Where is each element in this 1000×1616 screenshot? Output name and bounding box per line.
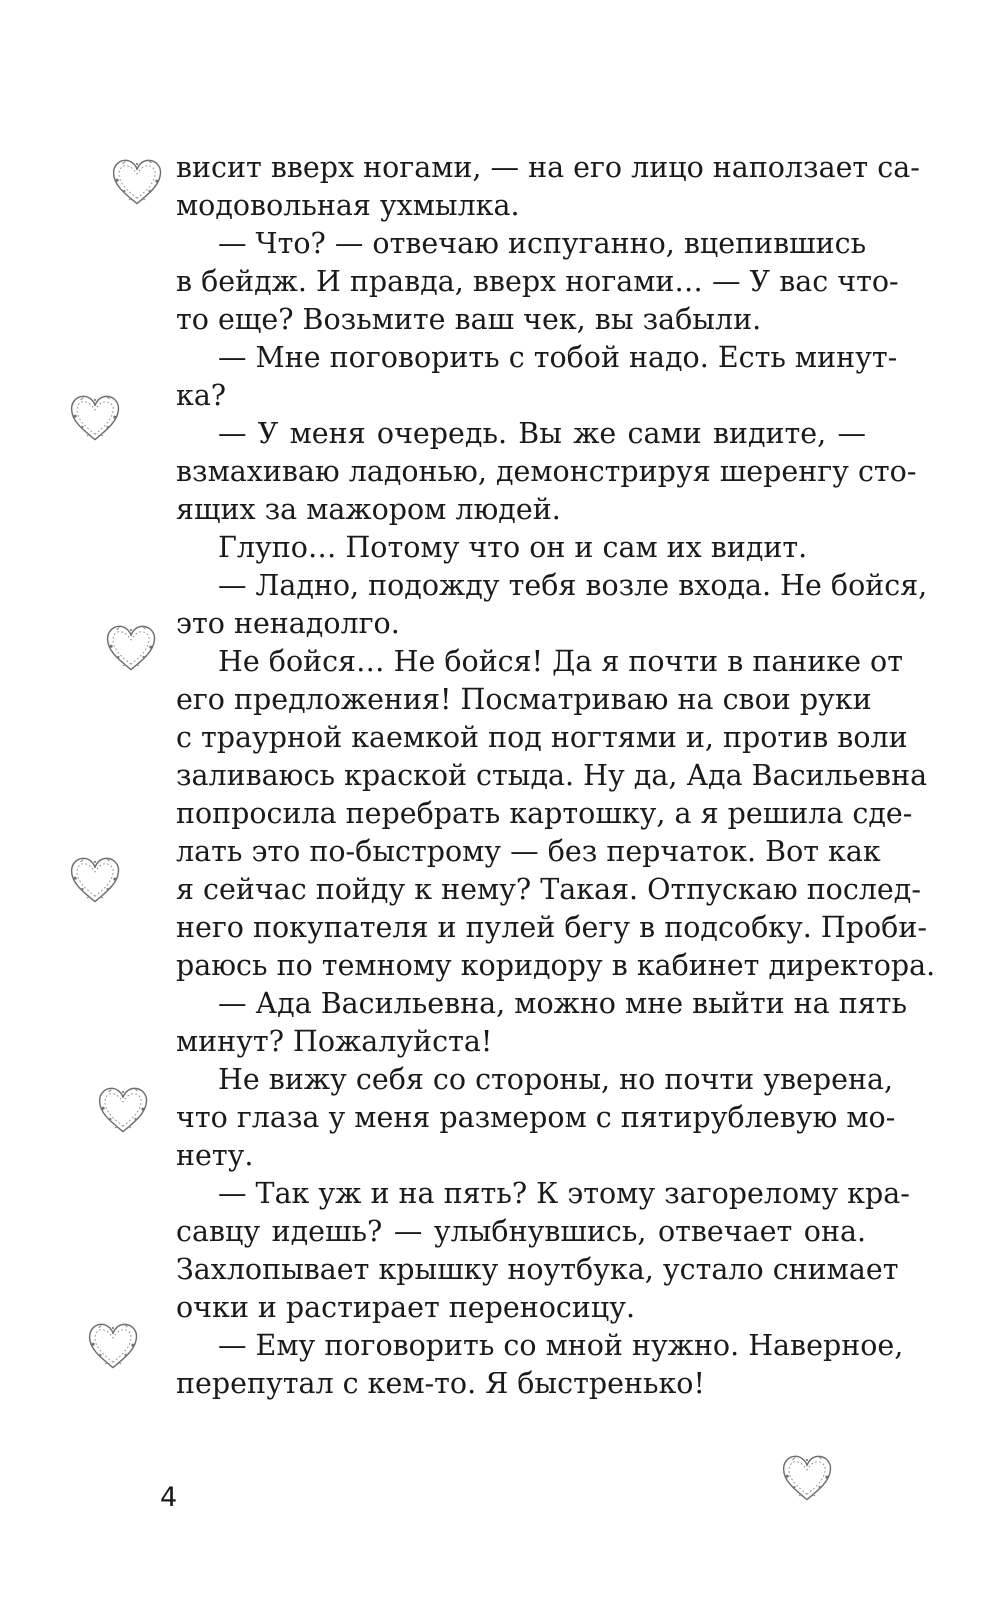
text-line: я сейчас пойду к нему? Такая. Отпускаю послед- [176,873,921,906]
text-line: лать это по-быстрому — без перчаток. Вот как [176,835,881,868]
text-line: Захлопывает крышку ноутбука, устало снимает [176,1253,899,1286]
text-line: перепутал с кем-то. Я быстренько! [176,1367,705,1400]
text-line: Не бойся… Не бойся! Да я почти в панике от [218,645,903,678]
text-line: Глупо… Потому что он и сам их видит. [218,531,808,564]
heart-ornament-icon [780,1452,834,1504]
text-line: с траурной каемкой под ногтями и, против воли [176,721,908,754]
text-line: — Ада Васильевна, можно мне выйти на пять [218,987,907,1020]
text-line: Не вижу себя со стороны, но почти уверена, [218,1063,894,1096]
page-number: 4 [160,1482,178,1513]
text-line: это ненадолго. [176,607,400,640]
text-line: — Мне поговорить с тобой надо. Есть минут- [218,341,898,374]
text-line: него покупателя и пулей бегу в подсобку. Проби- [176,911,927,944]
text-line: нету. [176,1139,254,1172]
heart-ornament-icon [96,1084,150,1136]
heart-ornament-icon [68,854,122,906]
text-line: ящих за мажором людей. [176,493,561,526]
text-line: взмахиваю ладонью, демонстрируя шеренгу сто- [176,455,917,488]
text-line: — Что? — отвечаю испуганно, вцепившись [218,227,867,260]
heart-ornament-icon [68,392,122,444]
text-line: очки и растирает переносицу. [176,1291,636,1324]
text-line: минут? Пожалуйста! [176,1025,493,1058]
text-line: — У меня очередь. Вы же сами видите, — [218,417,866,450]
text-line: савцу идешь? — улыбнувшись, отвечает она. [176,1215,866,1248]
text-line: то еще? Возьмите ваш чек, вы забыли. [176,303,762,336]
text-line: — Ладно, подожду тебя возле входа. Не бойся, [218,569,928,602]
text-line: модовольная ухмылка. [176,189,520,222]
text-line: висит вверх ногами, — на его лицо наползает са- [176,151,920,184]
text-line: ка? [176,379,227,412]
text-line: его предложения! Посматриваю на свои руки [176,683,872,716]
heart-ornament-icon [104,622,158,674]
text-line: раюсь по темному коридору в кабинет директора. [176,949,936,982]
text-line: заливаюсь краской стыда. Ну да, Ада Васильевна [176,759,928,792]
text-line: — Так уж и на пять? К этому загорелому кра- [218,1177,910,1210]
text-line: попросила перебрать картошку, а я решила сде- [176,797,913,830]
text-line: что глаза у меня размером с пятирублевую мо- [176,1101,896,1134]
heart-ornament-icon [86,1320,140,1372]
text-line: — Ему поговорить со мной нужно. Наверное, [218,1329,904,1362]
heart-ornament-icon [110,156,164,208]
text-line: в бейдж. И правда, вверх ногами… — У вас что- [176,265,899,298]
